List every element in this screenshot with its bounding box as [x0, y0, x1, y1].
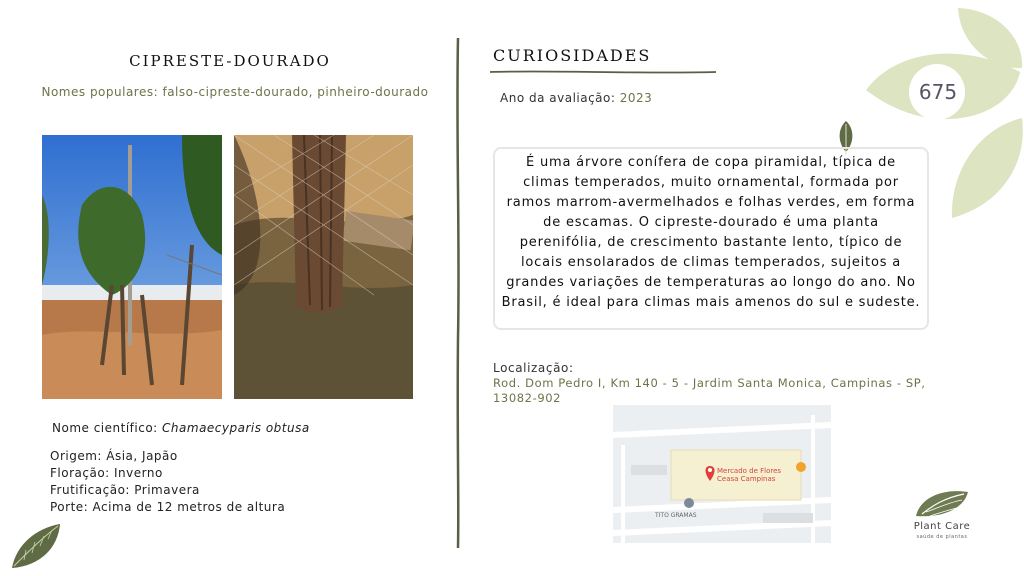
description-box: É uma árvore conífera de copa piramidal, típica de climas temperados, muito ornamental, formada por ramos marrom-avermelhados e folhas verdes, em forma de escamas. O cipreste-dourado é uma planta perenifólia, de crescimento bastante lento, típico de locais ensolarados de climas temperados, sujeitos a grandes variações de temperaturas ao longo do ano. No Brasil, é ideal para climas mais amenos do sul e sudeste. — [493, 147, 929, 330]
map-place-label: Mercado de Flores Ceasa Campinas — [717, 467, 782, 483]
evaluation-year — [500, 91, 652, 105]
map-street-label: TITO GRAMAS — [655, 512, 697, 519]
curiosities-title: CURIOSIDADES — [493, 46, 652, 65]
logo-tagline: saúde de plantas — [916, 534, 968, 540]
fruiting: Frutificação: Primavera — [50, 483, 200, 497]
location-address: Rod. Dom Pedro I, Km 140 - 5 - Jardim Santa Monica, Campinas - SP, 13082-902 — [493, 376, 926, 405]
trunk-photo — [234, 135, 413, 399]
scientific-name: Chamaecyparis obtusa — [162, 421, 310, 435]
plant-details — [50, 448, 285, 516]
tree-photo — [42, 135, 222, 399]
popular-names: Nomes populares: falso-cipreste-dourado, pinheiro-dourado — [41, 85, 429, 99]
title-underline — [490, 69, 716, 75]
leaf-icon-bottom — [8, 520, 64, 572]
scientific-label: Nome científico: — [52, 421, 158, 435]
location-label: Localização: — [493, 361, 574, 375]
plant-common-name: CIPRESTE-DOURADO — [129, 52, 331, 70]
origin: Origem: Ásia, Japão — [50, 449, 178, 463]
plant-care-logo-icon — [914, 486, 970, 520]
size: Porte: Acima de 12 metros de altura — [50, 500, 286, 514]
flowering: Floração: Inverno — [50, 466, 163, 480]
year-label: Ano da avaliação: — [500, 91, 616, 105]
year-value: 2023 — [619, 91, 653, 105]
scientific-name-row — [52, 421, 310, 435]
vertical-divider — [454, 38, 462, 548]
location-map[interactable] — [613, 405, 831, 543]
logo-name: Plant Care — [913, 521, 971, 532]
page-number: 675 — [918, 80, 958, 104]
